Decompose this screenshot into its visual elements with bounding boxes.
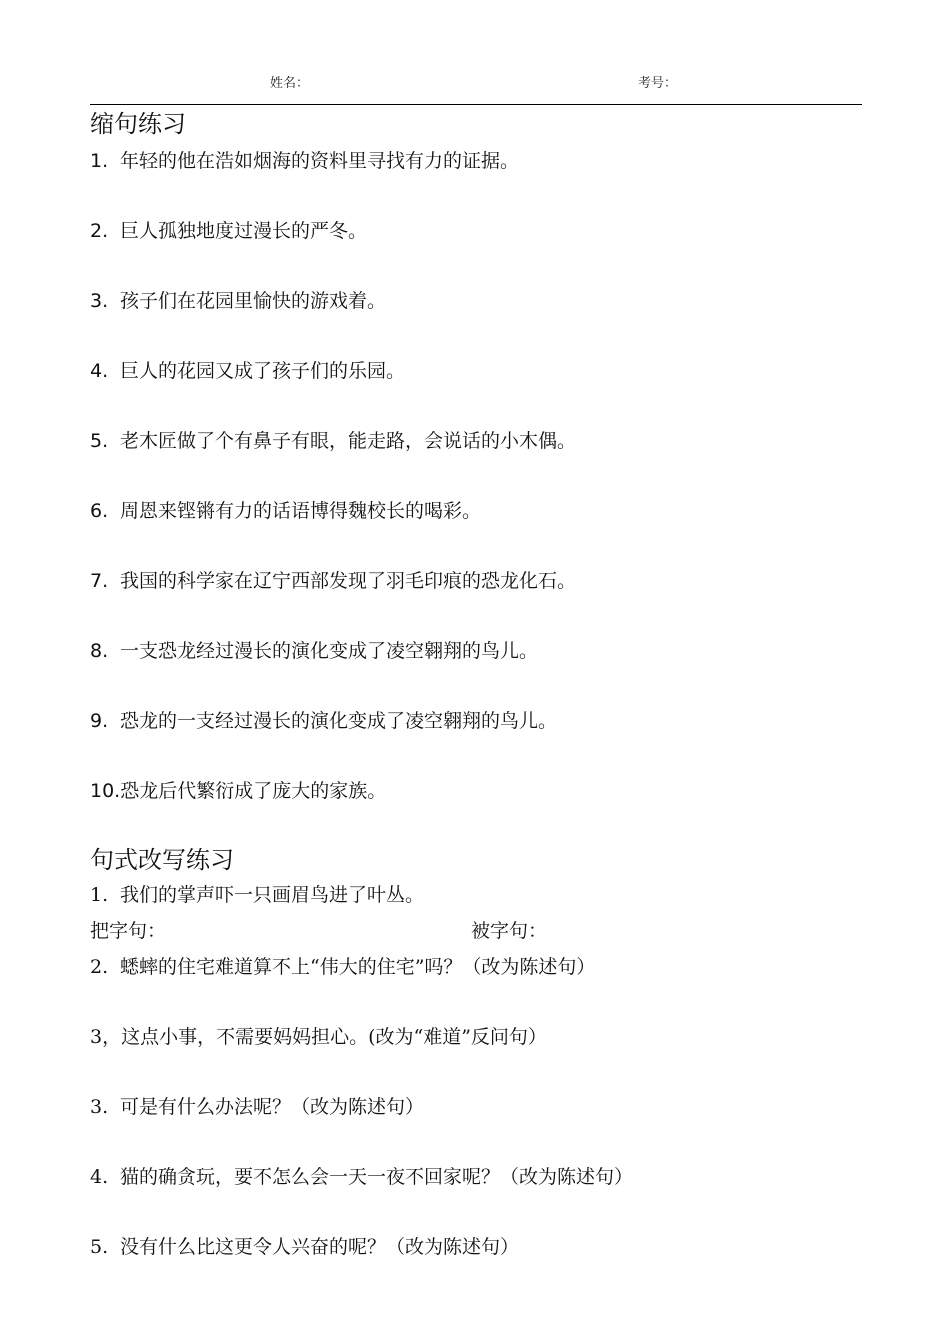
shortening-item-4 [90, 356, 405, 383]
name-field-label: 姓名： [270, 76, 310, 91]
item-number: 3. [90, 1096, 109, 1118]
rewriting-item-5 [90, 1232, 519, 1259]
ba-sentence-label: 把字句： [90, 920, 167, 942]
shortening-item-5 [90, 426, 576, 453]
rewriting-item-3-ask [90, 1022, 547, 1049]
item-number: 2. [90, 956, 109, 978]
item-number: 8. [90, 640, 109, 662]
item-number: 7. [90, 570, 109, 592]
rewriting-item-2 [90, 952, 595, 979]
item-text: 蟋蟀的住宅难道算不上“伟大的住宅”吗？（改为陈述句） [120, 956, 596, 978]
item-text: 老木匠做了个有鼻子有眼，能走路，会说话的小木偶。 [120, 430, 577, 452]
item-text: 猫的确贪玩，要不怎么会一天一夜不回家呢？（改为陈述句） [120, 1166, 634, 1188]
shortening-item-8 [90, 636, 538, 663]
item-text: 恐龙后代繁衍成了庞大的家族。 [120, 780, 387, 802]
shortening-item-6 [90, 496, 481, 523]
section-title-sentence-shortening: 缩句练习 [90, 110, 186, 138]
item-text: 我国的科学家在辽宁西部发现了羽毛印痕的恐龙化石。 [120, 570, 577, 592]
item-text: 孩子们在花园里愉快的游戏着。 [120, 290, 387, 312]
item-number: 3， [90, 1026, 122, 1048]
rewriting-item-4 [90, 1162, 633, 1189]
item-number: 10. [90, 780, 121, 802]
item-number: 2. [90, 220, 109, 242]
item-number: 9. [90, 710, 109, 732]
shortening-item-1 [90, 146, 519, 173]
item-number: 5. [90, 1236, 109, 1258]
item-text: 恐龙的一支经过漫长的演化变成了凌空翱翔的鸟儿。 [120, 710, 558, 732]
exam-number-field-label: 考号： [638, 76, 678, 91]
shortening-item-7 [90, 566, 576, 593]
item-number: 5. [90, 430, 109, 452]
shortening-item-10 [90, 776, 386, 803]
rewriting-item-3 [90, 1092, 424, 1119]
item-text: 年轻的他在浩如烟海的资料里寻找有力的证据。 [120, 150, 520, 172]
item-text: 巨人的花园又成了孩子们的乐园。 [120, 360, 406, 382]
bei-sentence-label: 被字句： [471, 920, 548, 942]
rewriting-item-1 [90, 880, 424, 907]
item-text: 巨人孤独地度过漫长的严冬。 [120, 220, 368, 242]
item-number: 1. [90, 884, 109, 906]
item-number: 6. [90, 500, 109, 522]
shortening-item-3 [90, 286, 386, 313]
item-text: 一支恐龙经过漫长的演化变成了凌空翱翔的鸟儿。 [120, 640, 539, 662]
item-text: 这点小事，不需要妈妈担心。(改为“难道”反问句） [121, 1026, 547, 1048]
item-number: 3. [90, 290, 109, 312]
item-number: 1. [90, 150, 109, 172]
item-text: 可是有什么办法呢？（改为陈述句） [120, 1096, 425, 1118]
section-title-sentence-rewriting: 句式改写练习 [90, 846, 234, 874]
item-text: 没有什么比这更令人兴奋的呢？（改为陈述句） [120, 1236, 520, 1258]
shortening-item-2 [90, 216, 367, 243]
item-text: 周恩来铿锵有力的话语博得魏校长的喝彩。 [120, 500, 482, 522]
item-number: 4. [90, 1166, 109, 1188]
item-text: 我们的掌声吓一只画眉鸟进了叶丛。 [120, 884, 425, 906]
item-number: 4. [90, 360, 109, 382]
shortening-item-9 [90, 706, 557, 733]
header-divider [90, 104, 862, 105]
